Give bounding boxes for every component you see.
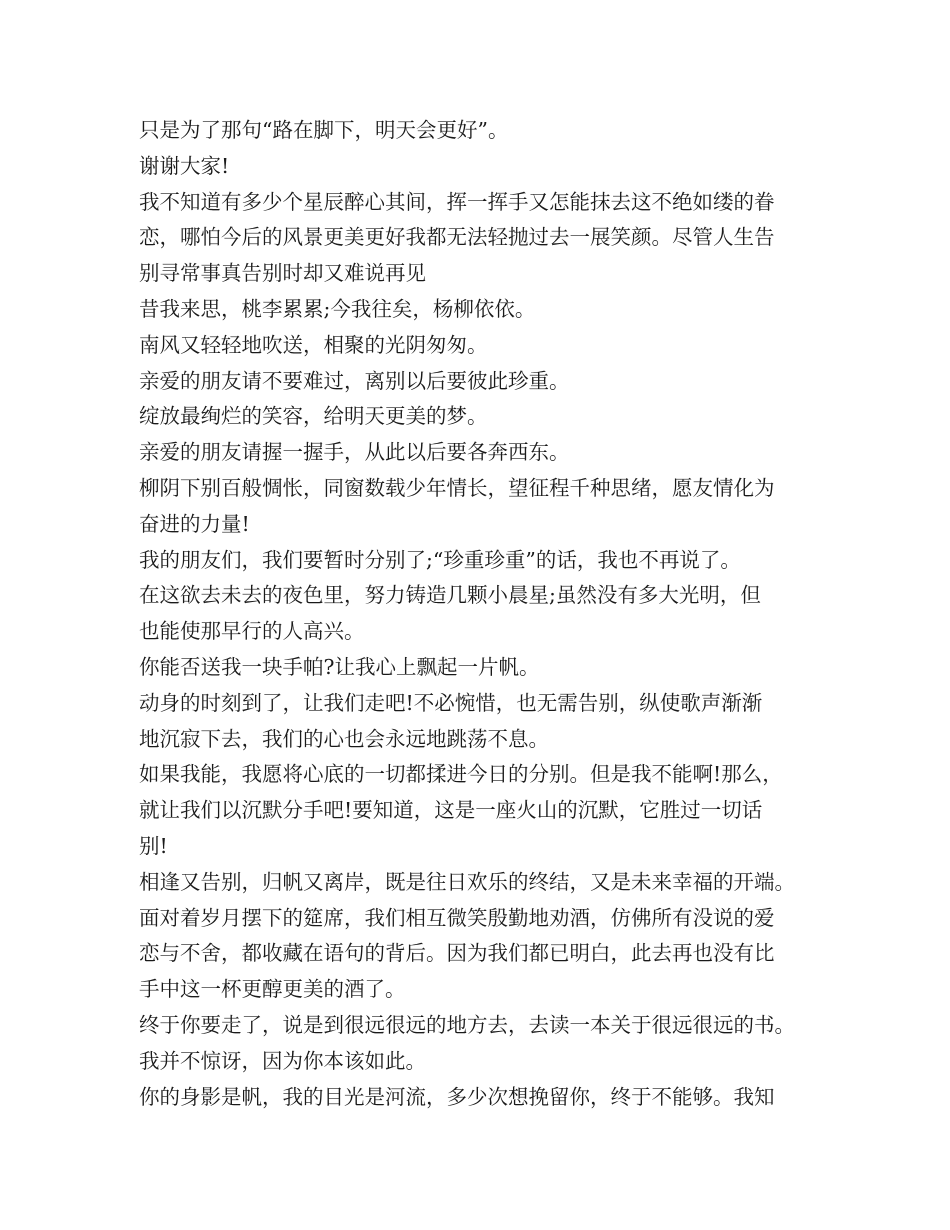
document-body xyxy=(139,113,829,1115)
text-line: 相逢又告别，归帆又离岸，既是往日欢乐的终结，又是未来幸福的开端。 xyxy=(139,869,795,894)
text-line: 如果我能，我愿将心底的一切都揉进今日的分别。但是我不能啊!那么， xyxy=(139,762,783,787)
text-line: 面对着岁月摆下的筵席，我们相互微笑殷勤地劝酒，仿佛所有没说的爱 xyxy=(139,905,775,930)
text-line: 动身的时刻到了，让我们走吧!不必惋惜，也无需告别，纵使歌声渐渐 xyxy=(139,690,763,715)
text-line: 我并不惊讶，因为你本该如此。 xyxy=(139,1048,426,1073)
text-line: 别寻常事真告别时却又难说再见 xyxy=(139,261,426,286)
text-line: 我的朋友们，我们要暂时分别了;“珍重珍重”的话，我也不再说了。 xyxy=(139,547,741,572)
text-line: 终于你要走了，说是到很远很远的地方去，去读一本关于很远很远的书。 xyxy=(139,1012,795,1037)
text-line: 昔我来思，桃李累累;今我往矣，杨柳依依。 xyxy=(139,296,536,321)
text-line: 手中这一杯更醇更美的酒了。 xyxy=(139,977,406,1002)
text-line: 别! xyxy=(139,833,168,858)
text-line: 你能否送我一块手帕?让我心上飘起一片帆。 xyxy=(139,654,540,679)
text-line: 亲爱的朋友请握一握手，从此以后要各奔西东。 xyxy=(139,440,570,465)
text-line: 恋，哪怕今后的风景更美更好我都无法轻抛过去一展笑颜。尽管人生告 xyxy=(139,225,775,250)
text-line: 亲爱的朋友请不要难过，离别以后要彼此珍重。 xyxy=(139,368,570,393)
text-line: 南风又轻轻地吹送，相聚的光阴匆匆。 xyxy=(139,332,488,357)
text-line: 奋进的力量! xyxy=(139,511,250,536)
text-line: 也能使那早行的人高兴。 xyxy=(139,619,365,644)
text-line: 我不知道有多少个星辰醉心其间，挥一挥手又怎能抹去这不绝如缕的眷 xyxy=(139,189,775,214)
text-line: 绽放最绚烂的笑容，给明天更美的梦。 xyxy=(139,404,488,429)
text-line: 柳阴下别百般惆怅，同窗数载少年情长，望征程千种思绪，愿友情化为 xyxy=(139,475,775,500)
text-line: 恋与不舍，都收藏在语句的背后。因为我们都已明白，此去再也没有比 xyxy=(139,941,775,966)
text-line: 地沉寂下去，我们的心也会永远地跳荡不息。 xyxy=(139,726,549,751)
text-line: 你的身影是帆，我的目光是河流，多少次想挽留你，终于不能够。我知 xyxy=(139,1084,775,1109)
text-line: 谢谢大家! xyxy=(139,153,230,178)
text-line: 只是为了那句“路在脚下，明天会更好”。 xyxy=(139,118,509,142)
text-line: 在这欲去未去的夜色里，努力铸造几颗小晨星;虽然没有多大光明，但 xyxy=(139,583,761,608)
text-line: 就让我们以沉默分手吧!要知道，这是一座火山的沉默，它胜过一切话 xyxy=(139,798,763,823)
